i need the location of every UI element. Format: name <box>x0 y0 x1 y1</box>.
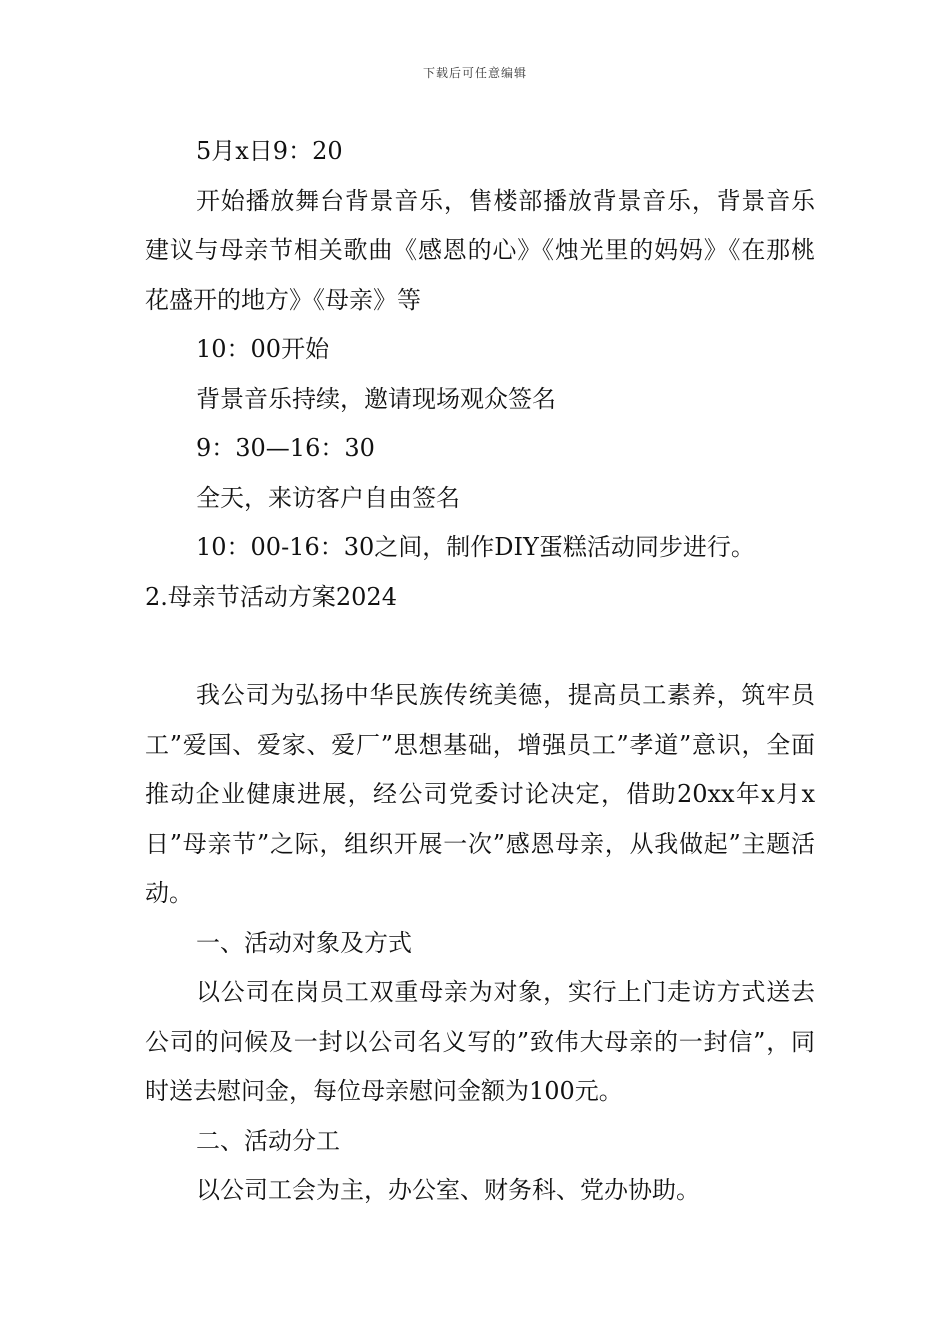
paragraph-intro: 我公司为弘扬中华民族传统美德，提高员工素养，筑牢员工”爱国、爱家、爱厂”思想基础，增强员工”孝道”意识，全面推动企业健康进展，经公司党委讨论决定，借助20xx年x月x日”母亲节”之际，组织开展一次”感恩母亲，从我做起”主题活动。 <box>145 681 815 907</box>
paragraph-diy-cake: 10：00-16：30之间，制作DIY蛋糕活动同步进行。 <box>196 533 755 561</box>
section-title: 2.母亲节活动方案2024 <box>145 582 397 611</box>
page-header: 下载后可任意编辑 <box>422 66 527 80</box>
paragraph-music: 开始播放舞台背景音乐，售楼部播放背景音乐，背景音乐建议与母亲节相关歌曲《感恩的心》《烛光里的妈妈》《在那桃花盛开的地方》《母亲》等 <box>145 186 815 314</box>
paragraph-time-3: 9：30—16：30 <box>196 434 375 462</box>
paragraph-division: 以公司工会为主，办公室、财务科、党办协助。 <box>196 1176 700 1204</box>
spacer <box>145 622 815 671</box>
document-body <box>145 127 815 1216</box>
subheading-division: 二、活动分工 <box>196 1126 340 1155</box>
paragraph-time-1: 5月x日9：20 <box>196 137 343 165</box>
paragraph-activity-target: 以公司在岗员工双重母亲为对象，实行上门走访方式送去公司的问候及一封以公司名义写的”致伟大母亲的一封信”，同时送去慰问金，每位母亲慰问金额为100元。 <box>145 978 815 1105</box>
paragraph-time-2: 10：00开始 <box>196 335 330 363</box>
subheading-activity-target: 一、活动对象及方式 <box>196 928 412 957</box>
paragraph-all-day: 全天，来访客户自由签名 <box>196 483 460 512</box>
paragraph-signature: 背景音乐持续，邀请现场观众签名 <box>196 384 556 413</box>
